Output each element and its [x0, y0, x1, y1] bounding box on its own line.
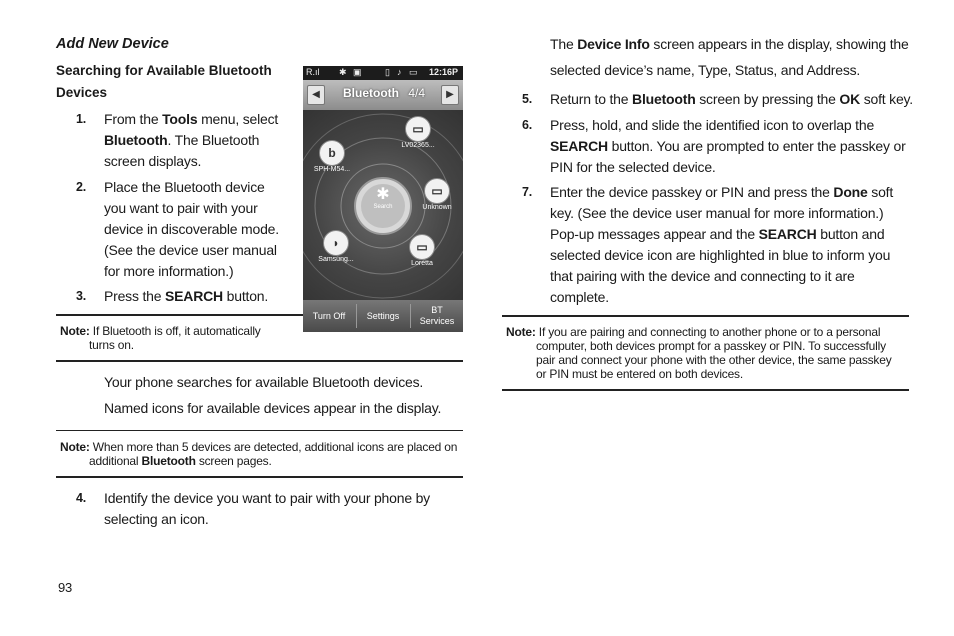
done-term: Done [833, 184, 868, 200]
next-page-button[interactable]: ▶ [441, 85, 459, 105]
search-term: SEARCH [550, 138, 608, 154]
text: menu, select [197, 111, 279, 127]
text: Return to the [550, 91, 633, 107]
text: Pop-up messages appear and the [550, 226, 759, 242]
computer-icon: ▭ [424, 178, 450, 204]
note-label: Note: [60, 440, 90, 454]
device-icon[interactable] [415, 178, 459, 211]
device-info-paragraph [550, 31, 920, 83]
text: PIN for the selected device. [550, 159, 716, 175]
step-number: 1. [76, 112, 87, 126]
text: The [550, 36, 578, 52]
text: From the [104, 111, 163, 127]
step-number: 4. [76, 491, 87, 505]
prev-page-button[interactable]: ◀ [307, 85, 325, 105]
bt-services-softkey[interactable] [411, 300, 463, 332]
text: (See the device user manual [104, 242, 277, 258]
device-icon[interactable] [395, 116, 441, 149]
step-1 [76, 109, 296, 172]
tools-term: Tools [162, 111, 198, 127]
phone-device-icon: b [319, 140, 345, 166]
phone-page-indicator: 4/4 [408, 86, 426, 100]
section-title: Add New Device [56, 36, 169, 52]
search-button[interactable] [369, 184, 397, 210]
text: that pairing with the device and connecting to it are [550, 268, 855, 284]
text: Press, hold, and slide the identified icon to overlap the [550, 117, 875, 133]
bluetooth-status-icon: ✱ [339, 67, 347, 77]
subsection-title [56, 60, 272, 104]
text: Named icons for available devices appear in the display. [104, 400, 442, 416]
text: turns on. [89, 338, 134, 352]
turn-off-softkey[interactable]: Turn Off [312, 311, 346, 321]
phone-title-text: Bluetooth [343, 86, 399, 100]
search-label: Search [373, 204, 393, 210]
step-7 [522, 182, 922, 308]
device-name: Unknown [422, 204, 452, 211]
text: selected device icon are highlighted in blue to inform you [550, 247, 891, 263]
device-name: Loretta [411, 260, 433, 267]
softkey-label: BT [431, 305, 443, 315]
text: for more information.) [104, 263, 234, 279]
divider [502, 389, 909, 391]
step-number: 2. [76, 180, 87, 194]
step-5 [522, 89, 922, 110]
text: screen appears in the display, showing the [649, 36, 909, 52]
device-name: LV02365... [401, 142, 435, 149]
text: computer, both devices prompt for a passkey or PIN. To successfully [536, 339, 886, 353]
step-number: 7. [522, 185, 533, 199]
text: device in discoverable mode. [104, 221, 279, 237]
device-icon[interactable] [309, 140, 355, 173]
divider [56, 314, 304, 316]
text: Enter the device passkey or PIN and press the [550, 184, 834, 200]
text: button. You are prompted to enter the passkey or [607, 138, 906, 154]
bluetooth-term: Bluetooth [141, 454, 196, 468]
step-number: 5. [522, 92, 533, 106]
device-icon[interactable] [399, 234, 445, 267]
text: When more than 5 devices are detected, additional icons are placed on [89, 440, 458, 454]
text: complete. [550, 289, 609, 305]
text: . The Bluetooth [167, 132, 260, 148]
text: screen displays. [104, 153, 202, 169]
ok-term: OK [839, 91, 861, 107]
phone-screenshot [303, 66, 463, 332]
text: screen by pressing the [695, 91, 840, 107]
note-1 [60, 324, 300, 352]
text: If Bluetooth is off, it automatically [89, 324, 261, 338]
step-number: 6. [522, 118, 533, 132]
divider [502, 315, 909, 317]
search-term: SEARCH [165, 288, 223, 304]
text: Identify the device you want to pair with your phone by [104, 490, 430, 506]
phone-title [343, 86, 433, 100]
subsection-title-line1: Searching for Available Bluetooth [56, 63, 272, 78]
note-label: Note: [506, 325, 536, 339]
note-2 [60, 440, 464, 468]
text: selecting an icon. [104, 511, 209, 527]
step-6 [522, 115, 922, 178]
search-term: SEARCH [758, 226, 817, 242]
signal-icon: R.ıl [306, 67, 320, 77]
bluetooth-term: Bluetooth [632, 91, 696, 107]
text: you want to pair with your [104, 200, 258, 216]
computer-icon: ▭ [405, 116, 431, 142]
step-2 [76, 177, 296, 282]
battery-icon: ▭ [409, 67, 418, 77]
computer-icon: ▭ [409, 234, 435, 260]
text: soft [867, 184, 894, 200]
divider [56, 360, 463, 362]
music-icon: ♪ [397, 67, 402, 77]
clock: 12:16P [429, 67, 459, 77]
text: pair and connect your phone with the other device, the same passkey [536, 353, 892, 367]
text: button and [816, 226, 885, 242]
device-info-term: Device Info [577, 36, 650, 52]
subsection-title-line2: Devices [56, 85, 108, 100]
data-icon: ▣ [353, 67, 362, 77]
step-3 [76, 286, 296, 307]
settings-softkey[interactable]: Settings [366, 311, 400, 321]
device-icon[interactable] [313, 230, 359, 263]
page-number: 93 [58, 580, 73, 595]
device-radar [303, 110, 463, 300]
text: key. (See the device user manual for more information.) [550, 205, 884, 221]
divider [56, 476, 463, 478]
step-4 [76, 488, 466, 530]
divider [56, 430, 463, 431]
search-paragraph [104, 369, 464, 421]
bluetooth-icon: ✱ [376, 186, 390, 203]
note-3 [506, 325, 908, 381]
text: soft key. [860, 91, 913, 107]
phone-titlebar [303, 80, 463, 110]
bluetooth-term: Bluetooth [104, 132, 168, 148]
text: If you are pairing and connecting to another phone or to a personal [535, 325, 881, 339]
headset-icon: ◗ [323, 230, 349, 256]
text: Your phone searches for available Bluetooth devices. [104, 374, 424, 390]
device-name: Samsung... [318, 256, 354, 263]
text: additional [89, 454, 142, 468]
text: screen pages. [195, 454, 272, 468]
alarm-icon: ▯ [385, 67, 390, 77]
text: or PIN must be entered on both devices. [536, 367, 743, 381]
text: selected device’s name, Type, Status, and Address. [550, 62, 861, 78]
status-bar [303, 66, 463, 80]
softkey-label: Services [419, 316, 455, 326]
text: Place the Bluetooth device [104, 179, 265, 195]
device-name: SPH-M54... [313, 166, 351, 173]
phone-softkeys [303, 300, 463, 332]
note-label: Note: [60, 324, 90, 338]
text: button. [222, 288, 269, 304]
step-number: 3. [76, 289, 87, 303]
text: Press the [104, 288, 166, 304]
